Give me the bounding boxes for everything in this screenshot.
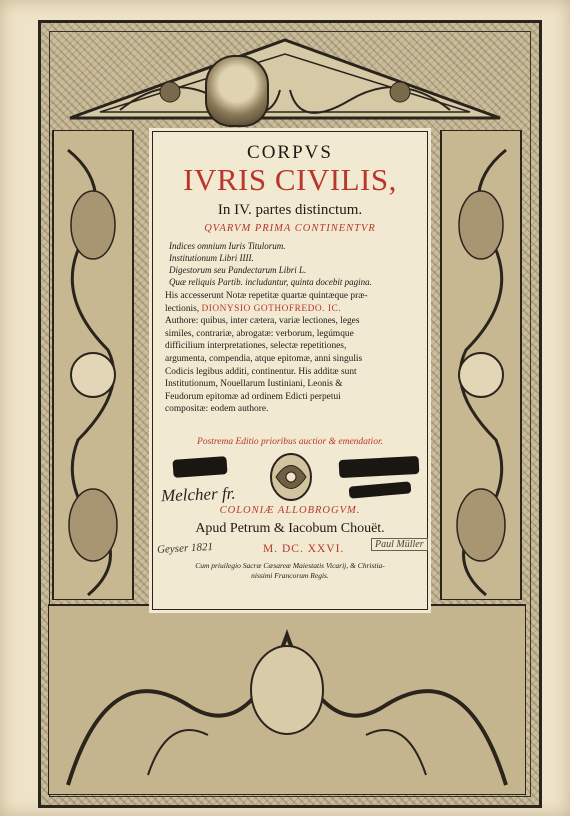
contents-item: Quæ reliquis Partib. includantur, quinta docebit pagina. xyxy=(169,277,372,287)
title-line-partes: In IV. partes distinctum. xyxy=(217,202,363,218)
handwritten-signature: Melcher fr. xyxy=(160,483,236,506)
imprint-printers: Apud Petrum & Iacobum Chouët. xyxy=(195,521,385,536)
body-line: argumenta, compendia, atque epitomæ, anni singulis xyxy=(165,353,363,364)
body-line: Institutionum, Nouellarum Iustiniani, Leonis & xyxy=(165,379,343,390)
body-line: compositæ: eodem authore. xyxy=(165,404,269,415)
body-line: Authore: quibus, inter cætera, variæ lectiones, leges xyxy=(165,316,360,327)
author-name: DIONYSIO GOTHOFREDO. IC. xyxy=(201,303,342,314)
body-line: similes, contrariæ, abrogatæ: verborum, legúmque xyxy=(165,328,354,339)
title-line-iuris-civilis: IVRIS CIVILIS, xyxy=(183,162,397,197)
imprint-date: M. DC. XXVI. xyxy=(263,543,345,555)
title-line-continentur: QVARVM PRIMA CONTINENTVR xyxy=(204,223,376,234)
privilege-line: nissimi Francorum Regis. xyxy=(251,571,329,580)
body-line: difficilium interpretationes, selectæ repetitiones, xyxy=(165,341,347,352)
body-line: His accesserunt Notæ repetitæ quartæ quintæque præ- xyxy=(165,291,368,301)
body-line: Feudorum epitomæ ad ordinem Edicti perpetui xyxy=(165,391,341,402)
body-line: Codicis legibus additi, continentur. His additæ sunt xyxy=(165,366,357,377)
handwritten-note-right: Paul Müller xyxy=(371,538,428,551)
title-line-corpus: CORPVS xyxy=(247,142,333,163)
edition-note: Postrema Editio prioribus auctior & emendatior. xyxy=(197,437,383,447)
contents-item: Indices omnium Iuris Titulorum. xyxy=(169,241,286,251)
contents-item: Institutionum Libri IIII. xyxy=(169,253,254,263)
body-line-prefix: lectionis, xyxy=(165,303,200,314)
handwritten-note-left: Geyser 1821 xyxy=(156,540,214,556)
imprint-place: COLONIÆ ALLOBROGVM. xyxy=(219,505,361,516)
privilege-line: Cum priuilegio Sacræ Cæsareæ Maiestatis Vicarij, & Christia- xyxy=(195,561,385,570)
contents-item: Digestorum seu Pandectarum Libri L. xyxy=(169,265,307,275)
